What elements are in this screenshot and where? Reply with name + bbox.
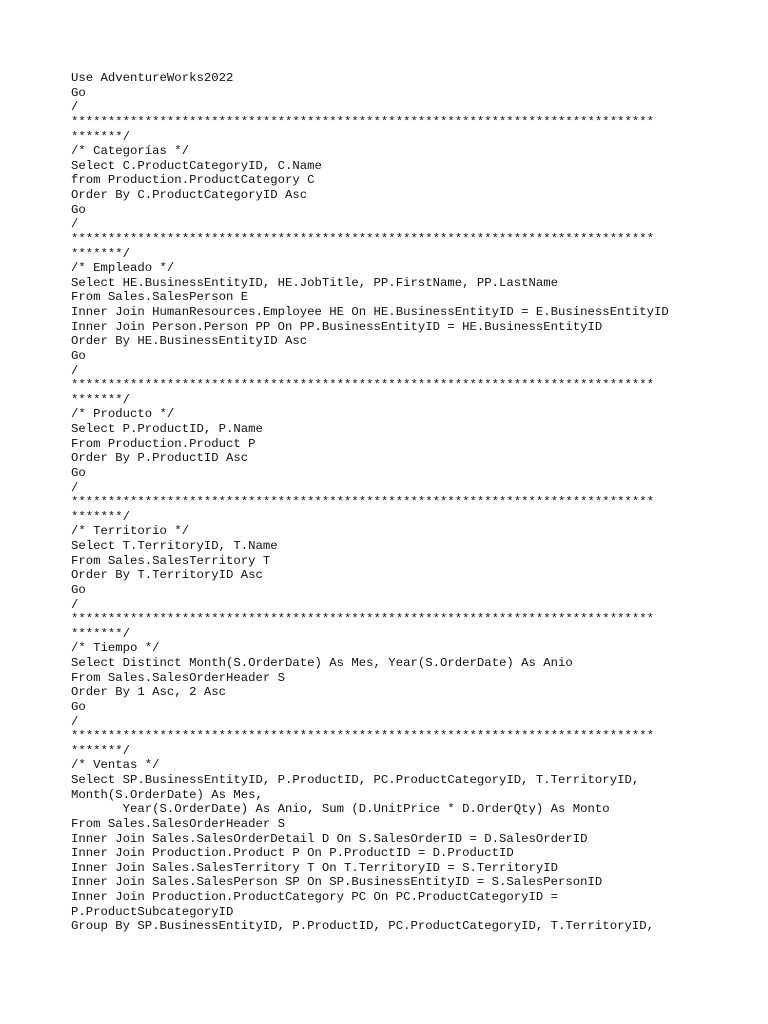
code-line: /: [71, 100, 79, 115]
code-line: From Sales.SalesOrderHeader S: [71, 670, 286, 685]
code-line: *******/: [71, 509, 131, 524]
code-line: From Sales.SalesPerson E: [71, 290, 249, 305]
code-line: *******/: [71, 246, 131, 261]
code-line: Select Distinct Month(S.OrderDate) As Mes, Year(S.OrderDate) As Anio: [71, 656, 573, 670]
code-line: /* Empleado */: [71, 261, 175, 276]
code-line: from Production.ProductCategory C: [71, 173, 315, 188]
code-line: From Sales.SalesTerritory T: [71, 553, 271, 568]
code-line: Inner Join Production.ProductCategory PC On PC.ProductCategoryID =: [71, 890, 559, 904]
code-line: Use AdventureWorks2022: [71, 71, 234, 85]
code-line: Inner Join Sales.SalesPerson SP On SP.BusinessEntityID = S.SalesPersonID: [71, 875, 603, 890]
code-line: Select C.ProductCategoryID, C.Name: [71, 158, 322, 173]
code-line: Order By 1 Asc, 2 Asc: [71, 685, 226, 700]
code-line: *******************************************************************************: [71, 495, 654, 510]
code-line: P.ProductSubcategoryID: [71, 904, 234, 919]
code-line: Select P.ProductID, P.Name: [71, 422, 263, 436]
code-line: *******************************************************************************: [71, 378, 654, 393]
code-line: Inner Join Person.Person PP On PP.BusinessEntityID = HE.BusinessEntityID: [71, 319, 603, 334]
code-line: *******/: [71, 392, 131, 407]
code-line: Group By SP.BusinessEntityID, P.ProductID, PC.ProductCategoryID, T.TerritoryID,: [71, 919, 654, 934]
code-line: Go: [71, 699, 86, 714]
sql-script: [71, 71, 711, 934]
code-line: *******************************************************************************: [71, 612, 654, 627]
code-line: Inner Join Sales.SalesTerritory T On T.TerritoryID = S.TerritoryID: [71, 860, 559, 875]
code-line: Go: [71, 202, 86, 217]
code-line: From Sales.SalesOrderHeader S: [71, 816, 286, 831]
code-line: /* Territorio */: [71, 524, 190, 539]
code-line: Go: [71, 582, 86, 597]
document-page: [71, 71, 711, 934]
code-line: /: [71, 363, 79, 378]
code-line: /* Tiempo */: [71, 641, 160, 656]
code-line: Order By P.ProductID Asc: [71, 451, 249, 466]
code-line: *******************************************************************************: [71, 231, 654, 246]
code-line: From Production.Product P: [71, 436, 256, 451]
code-line: /* Ventas */: [71, 758, 160, 773]
code-line: Go: [71, 85, 86, 100]
code-line: *******/: [71, 129, 131, 144]
code-line: Go: [71, 465, 86, 480]
code-line: /* Producto */: [71, 407, 175, 422]
code-line: Inner Join HumanResources.Employee HE On HE.BusinessEntityID = E.BusinessEntityID: [71, 305, 669, 319]
code-line: *******************************************************************************: [71, 729, 654, 744]
code-line: *******/: [71, 743, 131, 758]
code-line: *******/: [71, 626, 131, 641]
code-line: /: [71, 597, 79, 612]
code-line: Select T.TerritoryID, T.Name: [71, 539, 278, 553]
code-line: Go: [71, 348, 86, 363]
code-line: Inner Join Production.Product P On P.ProductID = D.ProductID: [71, 846, 514, 861]
code-line: /: [71, 217, 79, 232]
code-line: /: [71, 714, 79, 729]
code-line: Order By HE.BusinessEntityID Asc: [71, 334, 308, 349]
code-line: Select SP.BusinessEntityID, P.ProductID, PC.ProductCategoryID, T.TerritoryID,: [71, 773, 640, 787]
code-line: Select HE.BusinessEntityID, HE.JobTitle, PP.FirstName, PP.LastName: [71, 275, 559, 290]
code-line: Year(S.OrderDate) As Anio, Sum (D.UnitPrice * D.OrderQty) As Monto: [71, 802, 610, 817]
code-line: Order By T.TerritoryID Asc: [71, 568, 263, 583]
code-line: Month(S.OrderDate) As Mes,: [71, 787, 263, 802]
code-line: /* Categorías */: [71, 144, 190, 159]
code-line: Order By C.ProductCategoryID Asc: [71, 188, 308, 202]
code-line: Inner Join Sales.SalesOrderDetail D On S.SalesOrderID = D.SalesOrderID: [71, 831, 588, 846]
code-line: *******************************************************************************: [71, 114, 654, 129]
code-line: /: [71, 480, 79, 495]
